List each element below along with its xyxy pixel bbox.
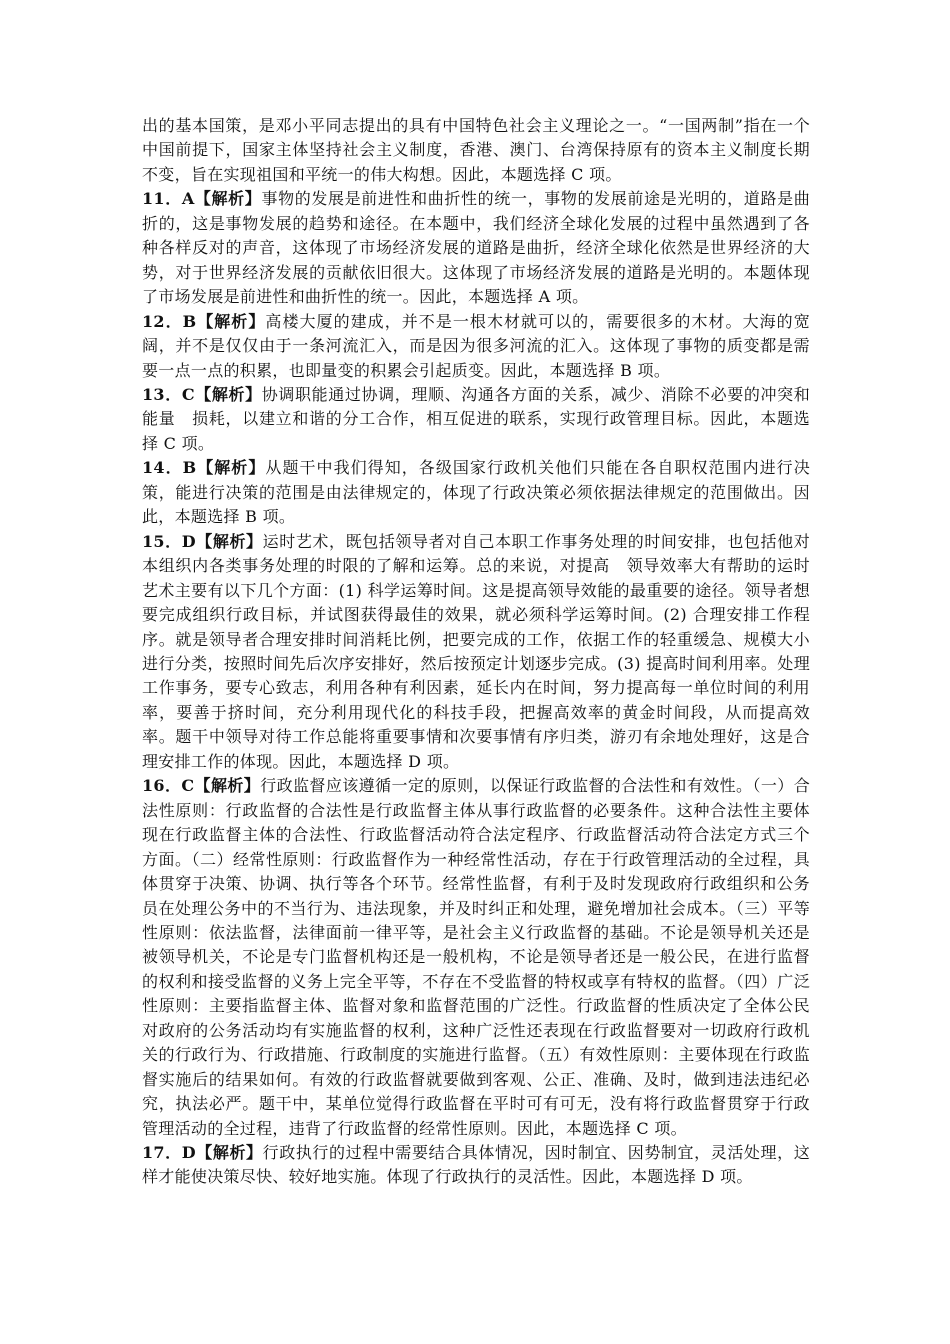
explanation-item-17 [142, 1141, 810, 1190]
explanation-text: 高楼大厦的建成，并不是一根木材就可以的，需要很多的木材。大海的宽阔，并不是仅仅由于一条河流汇入，而是因为很多河流的汇入。这体现了事物的质变都是需要一点一点的积累，也即量变的积累会引起质变。因此，本题选择 B 项。 [142, 311, 811, 380]
answer-letter: A [181, 189, 195, 209]
answer-letter: C [181, 384, 195, 404]
answer-explanations-page [142, 114, 810, 1190]
question-number: 16． [142, 776, 182, 796]
question-number: 11． [142, 189, 182, 209]
explanation-label: 【解析】 [194, 776, 261, 796]
intro-paragraph [142, 114, 810, 187]
explanation-label: 【解析】 [194, 384, 262, 404]
explanation-text: 运时艺术，既包括领导者对自己本职工作事务处理的时间安排，也包括他对本组织内各类事务处理的时限的了解和运筹。总的来说，对提高 领导效率大有帮助的运时艺术主要有以下几个方面：(1) 科学运筹时间。这是提高领导效能的最重要的途径。领导者想要完成组织行政目标，并试图获得最佳的效果，就必须科学运筹时间。(2) 合理安排工作程序。就是领导者合理安排时间消耗比例，把要完成的工作，依据工作的轻重缓急、规模大小进行分类，按照时间先后次序安排好，然后按预定计划逐步完成。(3) 提高时间利用率。处理工作事务，要专心致志，利用各种有利因素，延长内在时间，努力提高每一单位时间的利用率，要善于挤时间，充分利用现代化的科技手段，把握高效率的黄金时间段，从而提高效率。题干中领导对待工作总能将重要事情和次要事情有序归类，游刃有余地处理好，这是合理安排工作的体现。因此，本题选择 D 项。 [142, 531, 811, 771]
explanation-label: 【解析】 [195, 531, 263, 551]
explanation-text: 行政监督应该遵循一定的原则，以保证行政监督的合法性和有效性。（一）合法性原则：行政监督的合法性是行政监督主体从事行政监督的必要条件。这种合法性主要体现在行政监督主体的合法性、行政监督活动符合法定程序、行政监督活动符合法定方式三个方面。（二）经常性原则：行政监督作为一种经常性活动，存在于行政管理活动的全过程，具体贯穿于决策、协调、执行等各个环节。经常性监督，有利于及时发现政府行政组织和公务员在处理公务中的不当行为、违法现象，并及时纠正和处理，避免增加社会成本。（三）平等性原则：依法监督，法律面前一律平等，是社会主义行政监督的基础。不论是领导机关还是被领导机关，不论是专门监督机构还是一般机构，不论是领导者还是一般公民，在进行监督的权利和接受监督的义务上完全平等，不存在不受监督的特权或享有特权的监督。（四）广泛性原则：主要指监督主体、监督对象和监督范围的广泛性。行政监督的性质决定了全体公民对政府的公务活动均有实施监督的权利，这种广泛性还表现在行政监督要对一切政府行政机关的行政行为、行政措施、行政制度的实施进行监督。（五）有效性原则：主要体现在行政监督实施后的结果如何。有效的行政监督就要做到客观、公正、准确、及时，做到违法违纪必究，执法必严。题干中，某单位觉得行政监督在平时可有可无，没有将行政监督贯穿于行政管理活动的全过程，违背了行政监督的经常性原则。因此，本题选择 C 项。 [142, 776, 810, 1138]
explanation-label: 【解析】 [196, 458, 266, 478]
answer-letter: D [181, 531, 196, 551]
question-number: 14． [142, 458, 183, 478]
question-number: 13． [142, 384, 182, 404]
answer-letter: B [182, 458, 197, 478]
explanation-item-12 [142, 310, 810, 383]
answer-letter: B [182, 311, 197, 331]
explanation-item-15 [142, 530, 810, 775]
question-number: 15． [142, 531, 182, 551]
explanation-item-11 [142, 187, 810, 309]
explanation-label: 【解析】 [195, 1143, 263, 1163]
explanation-text: 行政执行的过程中需要结合具体情况，因时制宜、因势制宜，灵活处理，这样才能使决策尽快、较好地实施。体现了行政执行的灵活性。因此，本题选择 D 项。 [142, 1143, 811, 1187]
explanation-text: 协调职能通过协调，理顺、沟通各方面的关系，减少、消除不必要的冲突和能量 损耗，以建立和谐的分工合作，相互促进的联系，实现行政管理目标。因此，本题选择 C 项。 [142, 384, 811, 453]
explanation-item-14 [142, 456, 810, 529]
answer-letter: D [181, 1143, 196, 1163]
explanation-item-16 [142, 774, 810, 1141]
answer-letter: C [181, 776, 195, 796]
explanation-text: 事物的发展是前进性和曲折性的统一，事物的发展前途是光明的，道路是曲折的，这是事物发展的趋势和途径。在本题中，我们经济全球化发展的过程中虽然遇到了各种各样反对的声音，这体现了市场经济发展的道路是曲折，经济全球化依然是世界经济的大势，对于世界经济发展的贡献依旧很大。这体现了市场经济发展的道路是光明的。本题体现了市场发展是前进性和曲折性的统一。因此，本题选择 A 项。 [142, 189, 811, 307]
intro-text: 出的基本国策，是邓小平同志提出的具有中国特色社会主义理论之一。“一国两制”指在一个中国前提下，国家主体坚持社会主义制度，香港、澳门、台湾保持原有的资本主义制度长期不变，旨在实现祖国和平统一的伟大构想。因此，本题选择 C 项。 [142, 116, 810, 184]
explanation-item-13 [142, 383, 810, 456]
explanation-label: 【解析】 [196, 311, 266, 331]
question-number: 12． [142, 311, 183, 331]
explanation-label: 【解析】 [194, 189, 262, 209]
explanation-text: 从题干中我们得知，各级国家行政机关他们只能在各自职权范围内进行决策，能进行决策的范围是由法律规定的，体现了行政决策必须依据法律规定的范围做出。因此，本题选择 B 项。 [142, 458, 811, 527]
question-number: 17． [142, 1143, 182, 1163]
